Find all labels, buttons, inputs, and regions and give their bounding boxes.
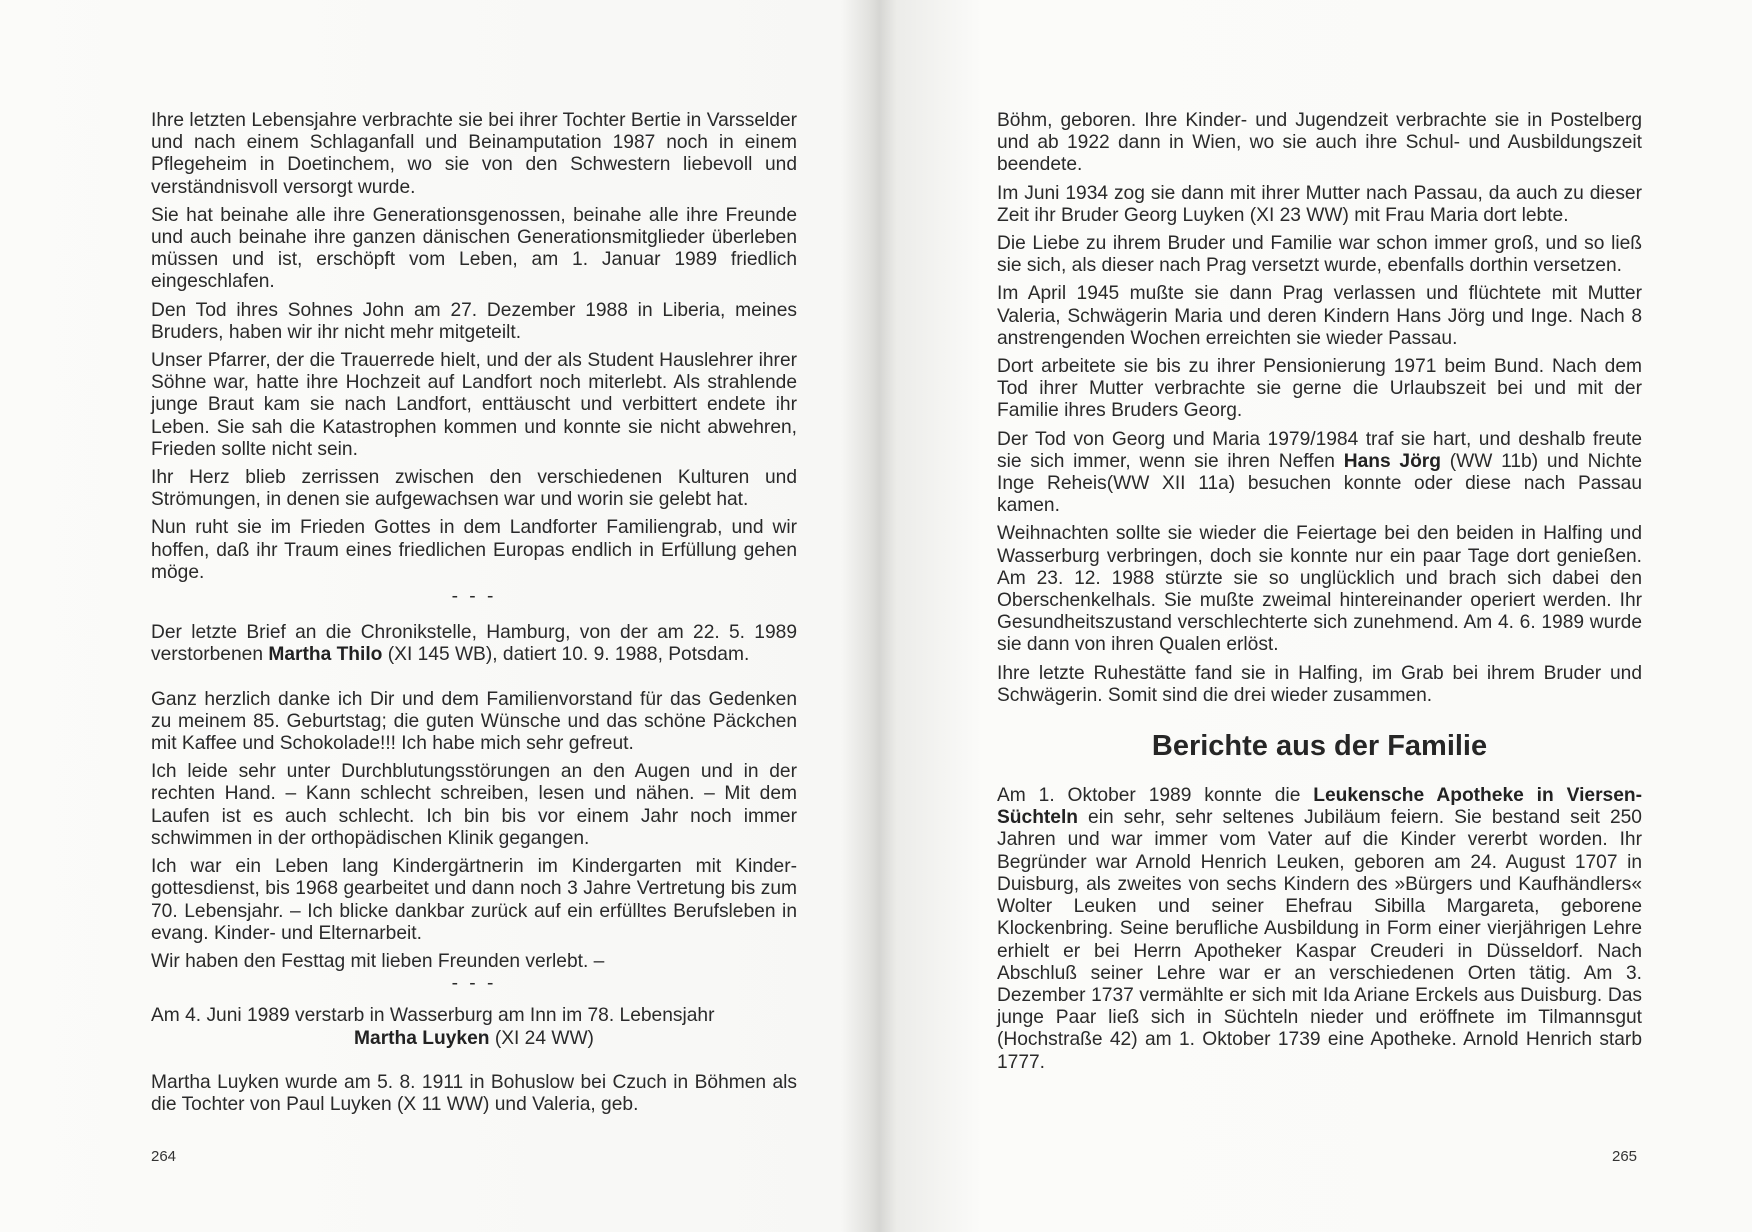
paragraph: Wir haben den Festtag mit lieben Freunden verlebt. – [151, 950, 605, 972]
paragraph-text: Der Tod von Georg und Maria 1979/1984 traf sie hart, und deshalb freute sie sich immer, wenn sie ihren Neffen [997, 428, 1642, 472]
left-page [151, 110, 797, 1122]
paragraph: Martha Luyken wurde am 5. 8. 1911 in Bohuslow bei Czuch in Böhmen als die Tochter von Paul Luyken (X 11 WW) und Valeria, geb. [151, 1071, 797, 1115]
paragraph-text: Am 1. Oktober 1989 konnte die [997, 785, 1301, 807]
paragraph [997, 429, 1642, 518]
person-code: (XI 24 WW) [494, 1027, 594, 1049]
right-page [997, 110, 1642, 1080]
page-number: 265 [1612, 1148, 1638, 1165]
paragraph: Dort arbeitete sie bis zu ihrer Pensionierung 1971 beim Bund. Nach dem Tod ihrer Mutter verbrachte sie gerne die Urlaubszeit bei und mit der Familie ihres Bruders Georg. [997, 356, 1642, 422]
paragraph: Ihre letzte Ruhestätte fand sie in Halfing, im Grab bei ihrem Bruder und Schwägerin. Somit sind die drei wieder zusammen. [997, 662, 1642, 706]
obituary-name-line [151, 1028, 797, 1050]
paragraph-text: ein sehr, sehr seltenes Jubiläum feiern. Sie bestand seit 250 Jahren und war immer vom Vater auf die Kinder vererbt worden. Ihr Begründer war Arnold Henrich Leuken, geboren am 24. August 1707 in Duisburg, als zweites von sechs Kindern des »Bürgers und Kaufhändlers« Wolter Leuken und seiner Ehefrau Sibilla Margareta, geborene Klockenbring. Seine berufliche Ausbildung in Form einer vierjährigen Lehre erhielt er bei Herrn Apotheker Kaspar Creuderi in Düsseldorf. Nach Abschluß seiner Lehre war er an verschiedenen Orten tätig. Am 3. Dezember 1737 vermählte er sich mit Ida Ariane Erckels aus Duisburg. Das junge Paar ließ sich in Süchteln nieder und eröffnete im Tilmannsgut (Hochstraße 42) am 1. Oktober 1739 eine Apotheke. Arnold Henrich starb 1777. [997, 807, 1642, 1073]
paragraph: Die Liebe zu ihrem Bruder und Familie war schon immer groß, und so ließ sie sich, als dieser nach Prag versetzt wurde, ebenfalls dorthin versetzen. [997, 233, 1642, 277]
spacer [151, 673, 797, 689]
paragraph: Im April 1945 mußte sie dann Prag verlassen und flüchtete mit Mutter Valeria, Schwägerin Maria und deren Kindern Hans Jörg und Inge. Nach 8 anstrengenden Wochen erreichten sie wieder Passau. [997, 283, 1642, 349]
paragraph: Böhm, geboren. Ihre Kinder- und Jugendzeit verbrachte sie in Postelberg und ab 1922 dann in Wien, wo sie auch ihre Schul- und Ausbildungszeit beendete. [997, 110, 1642, 176]
person-name: Martha Luyken [354, 1027, 490, 1049]
letter-intro-text: Der letzte Brief an die Chronikstelle, Hamburg, von der am 22. 5. 1989 verstorbenen [151, 622, 797, 666]
paragraph: Ich leide sehr unter Durchblutungsstörungen an den Augen und in der rechten Hand. – Kann schlecht schreiben, lesen und nähen. – Mit dem Laufen ist es auch schlecht. Ich bin bis vor einem Jahr noch immer schwimmen in der orthopädischen Klinik gegangen. [151, 761, 797, 849]
paragraph: Im Juni 1934 zog sie dann mit ihrer Mutter nach Passau, da auch zu dieser Zeit ihr Bruder Georg Luyken (XI 23 WW) mit Frau Maria dort lebte. [997, 182, 1642, 226]
section-separator: - - - [451, 973, 497, 995]
letter-intro [151, 622, 797, 666]
paragraph [997, 785, 1642, 1074]
paragraph: Den Tod ihres Sohnes John am 27. Dezember 1988 in Liberia, meines Bruders, haben wir ihr nicht mehr mitgeteilt. [151, 299, 797, 343]
letter-intro-text: (XI 145 WB), datiert 10. 9. 1988, Potsdam. [387, 644, 750, 666]
person-name: Martha Thilo [268, 644, 383, 666]
paragraph: Ganz herzlich danke ich Dir und dem Familienvorstand für das Gedenken zu meinem 85. Geburtstag; die guten Wünsche und das schöne Päckchen mit Kaffee und Schokolade!!! Ich habe mich sehr gefreut. [151, 688, 797, 755]
paragraph-text: (WW 11b) und Nichte Inge Reheis(WW XII 11a) besuchen konnte oder diese nach Passau kamen. [997, 450, 1642, 517]
paragraph: Ich war ein Leben lang Kindergärtnerin im Kindergarten mit Kindergottesdienst, bis 1968 gearbeitet und dann noch 3 Jahre Vertretung bis zum 70. Lebensjahr. – Ich blicke dankbar zurück auf ein erfülltes Berufsleben in evang. Kinder- und Elternarbeit. [151, 856, 797, 944]
spacer [151, 1056, 797, 1072]
person-name: Hans Jörg [1343, 450, 1441, 472]
paragraph: Nun ruht sie im Frieden Gottes in dem Landforter Familiengrab, und wir hoffen, daß ihr Traum eines friedlichen Europas endlich in Erfüllung gehen möge. [151, 517, 797, 583]
paragraph: Sie hat beinahe alle ihre Generationsgenossen, beinahe alle ihre Freunde und auch beinahe ihre ganzen dänischen Generationsmitglieder überleben müssen und ist, erschöpft vom Leben, am 1. Januar 1989 friedlich eingeschlafen. [151, 204, 797, 293]
obituary-intro-text: Am 4. Juni 1989 verstarb in Wasserburg am Inn im 78. Lebensjahr [151, 1005, 715, 1027]
paragraph: Ihr Herz blieb zerrissen zwischen den verschiedenen Kulturen und Strömungen, in denen sie aufgewachsen war und worin sie gelebt hat. [151, 467, 797, 511]
page-number: 264 [151, 1148, 177, 1165]
paragraph: Ihre letzten Lebensjahre verbrachte sie bei ihrer Tochter Bertie in Varsselder und nach einem Schlaganfall und Beinamputation 1987 noch in einem Pflegeheim in Doetinchem, wo sie von den Schwestern liebevoll und verständnisvoll versorgt wurde. [151, 110, 797, 198]
paragraph: Weihnachten sollte sie wieder die Feiertage bei den beiden in Halfing und Wasserburg verbringen, doch sie konnte nur ein paar Tage dort genießen. Am 23. 12. 1988 stürzte sie so unglücklich und brach sich dabei den Oberschenkelhals. Sie mußte zweimal hintereinander operiert werden. Ihr Gesundheitszustand verschlechterte sich zunehmend. Am 4. 6. 1989 wurde sie dann von ihren Qualen erlöst. [997, 523, 1642, 656]
section-separator: - - - [451, 586, 497, 608]
obituary-intro [151, 1005, 797, 1049]
business-name: Leukensche Apotheke in Viersen-Süchteln [997, 785, 1642, 829]
paragraph: Unser Pfarrer, der die Trauerrede hielt, und der als Student Hauslehrer ihrer Söhne war, hatte ihre Hochzeit auf Landfort noch miterlebt. Als strahlende junge Braut kam sie nach Landfort, enttäuscht und verbittert endete ihr Leben. Sie sah die Katastrophen kommen und konnte sie nicht abwehren, Frieden sollte nicht sein. [151, 350, 797, 460]
section-heading: Berichte aus der Familie [1151, 730, 1488, 763]
